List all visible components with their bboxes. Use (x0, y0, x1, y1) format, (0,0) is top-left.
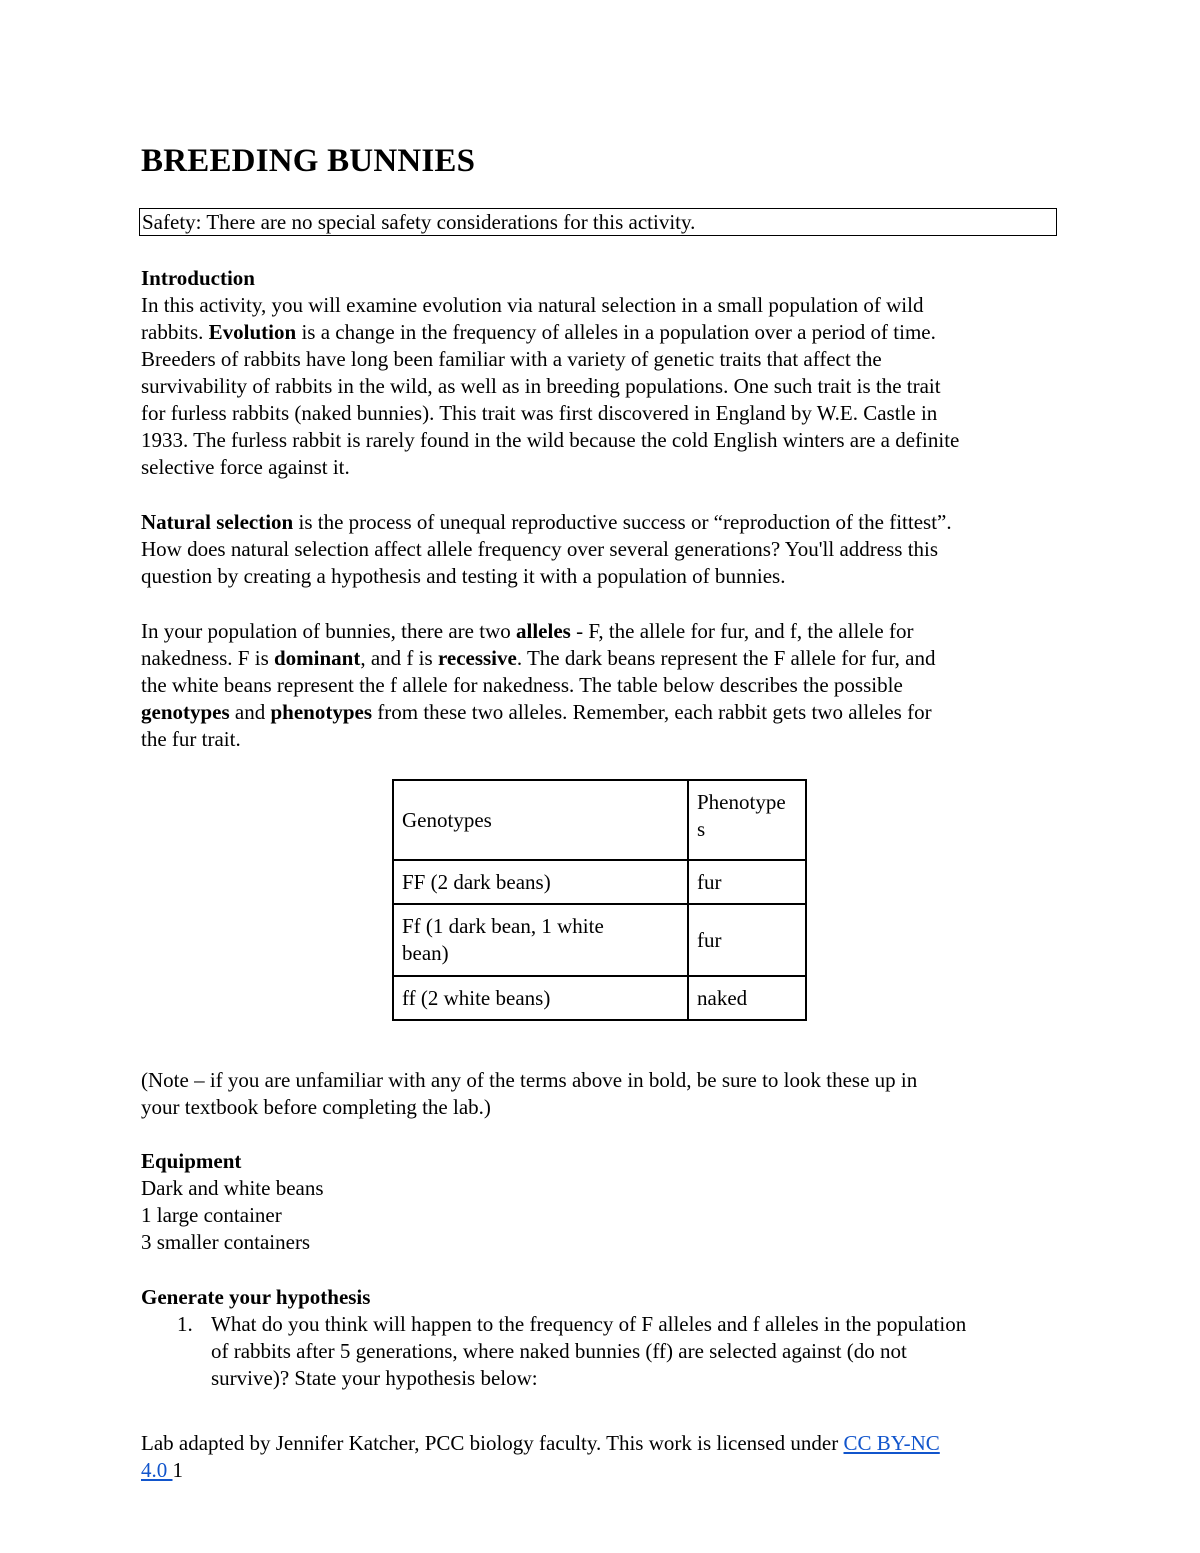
table-row (393, 860, 806, 904)
term-evolution: Evolution (208, 320, 297, 344)
genotype-cell: ff (2 white beans) (393, 976, 688, 1020)
page-title: BREEDING BUNNIES (141, 143, 476, 179)
intro-line: selective force against it. (141, 455, 350, 479)
phenotype-cell: fur (688, 860, 806, 904)
footer-text: Lab adapted by Jennifer Katcher, PCC biology faculty. This work is licensed under (141, 1431, 844, 1455)
hypothesis-heading: Generate your hypothesis (141, 1285, 371, 1309)
list-item: 1 large container (141, 1203, 282, 1227)
intro-line: Breeders of rabbits have long been familiar with a variety of genetic traits that affect the (141, 347, 882, 371)
genotype-phenotype-table (392, 779, 807, 1021)
license-link[interactable]: CC BY-NC (843, 1431, 940, 1455)
alleles-paragraph: In your population of bunnies, there are two alleles - F, the allele for fur, and f, the allele for nakedness. F is dominant, and f is recessive. The dark beans represent the F allele for fur, and the white beans represent the f allele for nakedness. The table below describes the possible genotypes and phenotypes from these two alleles. Remember, each rabbit gets two alleles for the fur trait. (141, 619, 936, 751)
natural-selection-paragraph: Natural selection is the process of unequal reproductive success or “reproduction of the fittest”. How does natural selection affect allele frequency over several generations? You'll address this question by creating a hypothesis and testing it with a population of bunnies. (141, 510, 952, 588)
question-item: 1. What do you think will happen to the frequency of F alleles and f alleles in the population of rabbits after 5 generations, where naked bunnies (ff) are selected against (do not survive)? State your hypothesis below: (177, 1312, 967, 1390)
header-genotypes: Genotypes (393, 780, 688, 860)
intro-line: survivability of rabbits in the wild, as well as in breeding populations. One such trait is the trait (141, 374, 941, 398)
note-paragraph: (Note – if you are unfamiliar with any of the terms above in bold, be sure to look these up in your textbook before completing the lab.) (141, 1068, 918, 1119)
introduction-section (141, 265, 1066, 481)
question-number: 1. (177, 1312, 193, 1336)
phenotype-cell: fur (688, 904, 806, 976)
hypothesis-section (141, 1284, 1066, 1392)
table-row (393, 904, 806, 976)
table-header-row (393, 780, 806, 860)
license-link-version[interactable]: 4.0 (141, 1458, 173, 1482)
list-item: Dark and white beans (141, 1176, 324, 1200)
genotype-cell: FF (2 dark beans) (393, 860, 688, 904)
list-item: 3 smaller containers (141, 1230, 311, 1254)
page-number: 1 (172, 1458, 183, 1482)
footer (141, 1430, 1066, 1484)
genotype-cell: Ff (1 dark bean, 1 white bean) (393, 904, 688, 976)
intro-line: rabbits. Evolution is a change in the frequency of alleles in a population over a period of time. (141, 320, 936, 344)
term-natural-selection: Natural selection (141, 510, 294, 534)
intro-line: 1933. The furless rabbit is rarely found in the wild because the cold English winters are a definite (141, 428, 960, 452)
safety-box: Safety: There are no special safety considerations for this activity. (139, 208, 1057, 236)
intro-line: In this activity, you will examine evolution via natural selection in a small population of wild (141, 293, 924, 317)
equipment-heading: Equipment (141, 1149, 242, 1173)
intro-line: for furless rabbits (naked bunnies). This trait was first discovered in England by W.E. Castle in (141, 401, 938, 425)
equipment-section (141, 1148, 1066, 1256)
header-phenotypes: Phenotype s (688, 780, 806, 860)
question-list (141, 1311, 1066, 1392)
introduction-heading: Introduction (141, 266, 255, 290)
table-row (393, 976, 806, 1020)
phenotype-cell: naked (688, 976, 806, 1020)
